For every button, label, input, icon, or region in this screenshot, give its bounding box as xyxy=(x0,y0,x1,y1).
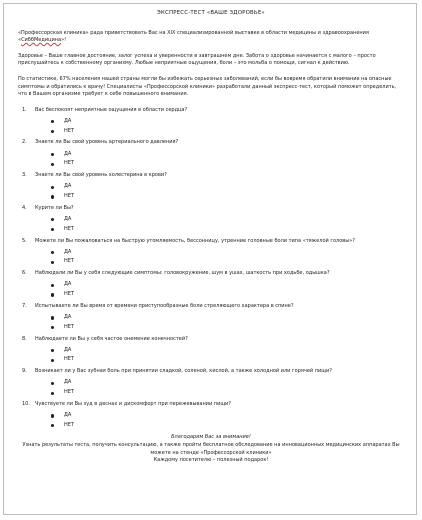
question-item xyxy=(18,172,404,202)
question-text: Знаете ли Вы свой уровень холестерина в крови? xyxy=(35,172,167,179)
questions-list xyxy=(18,107,404,431)
answer-option-yes[interactable] xyxy=(35,313,404,323)
answer-label: НЕТ xyxy=(64,225,74,232)
answer-options xyxy=(35,117,404,137)
answer-label: НЕТ xyxy=(64,258,74,265)
exhibition-name: СиббМедицина xyxy=(21,37,62,44)
question-item xyxy=(18,368,404,398)
answer-option-yes[interactable] xyxy=(35,215,404,225)
question-item xyxy=(18,401,404,431)
bullet-icon xyxy=(51,228,54,231)
answer-options xyxy=(35,150,404,170)
answer-option-no[interactable] xyxy=(35,159,404,169)
bullet-icon xyxy=(51,359,54,362)
answer-label: ДА xyxy=(64,117,72,124)
bullet-icon xyxy=(51,326,54,329)
question-item xyxy=(18,107,404,137)
bullet-icon xyxy=(51,424,54,427)
bullet-icon xyxy=(51,382,54,385)
answer-label: НЕТ xyxy=(64,291,74,298)
bullet-icon xyxy=(51,120,54,123)
answer-option-yes[interactable] xyxy=(35,117,404,127)
question-number: 1. xyxy=(22,106,27,113)
answer-label: НЕТ xyxy=(64,160,74,167)
answer-label: ДА xyxy=(64,313,72,320)
answer-options xyxy=(35,378,404,398)
question-item xyxy=(18,336,404,366)
answer-option-no[interactable] xyxy=(35,421,404,431)
answer-options xyxy=(35,280,404,300)
answer-option-no[interactable] xyxy=(35,323,404,333)
answer-option-yes[interactable] xyxy=(35,346,404,356)
bullet-icon xyxy=(51,316,54,319)
bullet-icon xyxy=(51,349,54,352)
answer-options xyxy=(35,215,404,235)
answer-option-no[interactable] xyxy=(35,192,404,202)
answer-label: НЕТ xyxy=(64,323,74,330)
question-text: Можете ли Вы пожаловаться на быструю утомляемость, бессонницу, утренние головные боли типа «тяжелой головы»? xyxy=(35,237,355,244)
answer-option-yes[interactable] xyxy=(35,248,404,258)
question-text: Знаете ли Вы свой уровень артериального давления? xyxy=(35,139,179,146)
question-item xyxy=(18,139,404,169)
answer-option-yes[interactable] xyxy=(35,150,404,160)
question-text: Чувствуете ли Вы зуд в деснах и дискомфорт при пережевывании пищи? xyxy=(35,400,231,407)
answer-label: НЕТ xyxy=(64,421,74,428)
answer-option-no[interactable] xyxy=(35,225,404,235)
answer-label: НЕТ xyxy=(64,356,74,363)
answer-option-yes[interactable] xyxy=(35,280,404,290)
statistics-paragraph: По статистике, 67% населения нашей страны могли бы избежать серьезных заболеваний, если бы вовремя обратили внимание на опасные симптомы и обратились к врачу! Специалисты «Профессорской клиники» разработали данный экспресс-тест, который поможет определить, что в Вашем организме требует к себе повышенного внимания. xyxy=(18,75,397,98)
answer-options xyxy=(35,313,404,333)
answer-option-yes[interactable] xyxy=(35,411,404,421)
bullet-icon xyxy=(51,284,54,287)
question-text: Испытываете ли Вы время от времени приступообразные боли стреляющего характера в спине? xyxy=(35,302,294,309)
question-number: 2. xyxy=(22,139,27,146)
bullet-icon xyxy=(51,186,54,189)
answer-label: НЕТ xyxy=(64,127,74,134)
answer-option-no[interactable] xyxy=(35,127,404,137)
question-number: 8. xyxy=(22,335,27,342)
health-paragraph: Здоровье – Ваше главное достояние, залог успеха и уверенности в завтрашнем дне. Забота о здоровье начинается с малого – просто прислушайтесь к собственному организму. Любые неприятные ощущения, боли – это мольба о помощи, сигнал к действию. xyxy=(18,52,376,67)
question-number: 9. xyxy=(22,368,27,375)
bullet-icon xyxy=(51,195,54,198)
answer-option-no[interactable] xyxy=(35,355,404,365)
answer-label: ДА xyxy=(64,281,72,288)
question-item xyxy=(18,238,404,268)
question-item xyxy=(18,205,404,235)
answer-label: ДА xyxy=(64,215,72,222)
answer-label: ДА xyxy=(64,248,72,255)
bullet-icon xyxy=(51,153,54,156)
question-number: 10. xyxy=(22,400,30,407)
footer xyxy=(18,434,404,465)
answer-option-no[interactable] xyxy=(35,388,404,398)
question-text: Наблюдаете ли Вы у себя частое онемение конечностей? xyxy=(35,335,188,342)
intro-paragraph xyxy=(18,30,404,45)
question-item xyxy=(18,303,404,333)
answer-option-yes[interactable] xyxy=(35,182,404,192)
document-title: ЭКСПРЕСС-ТЕСТ «ВАШЕ ЗДОРОВЬЕ» xyxy=(157,10,265,16)
intro-text: «Профессорская клиника» рада приветствовать Вас на XIX специализированной выставке в области медицины и здравоохранения « xyxy=(18,29,369,44)
answer-options xyxy=(35,182,404,202)
answer-option-yes[interactable] xyxy=(35,378,404,388)
footer-info: Узнать результаты теста, получить консультацию, а также пройти бесплатное обследование на инновационных медицинских аппаратах Вы можете на стенде «Профессорской клиники» xyxy=(22,442,400,456)
bullet-icon xyxy=(51,130,54,133)
answer-label: ДА xyxy=(64,412,72,419)
answer-options xyxy=(35,248,404,268)
document-body xyxy=(18,10,404,465)
bullet-icon xyxy=(51,251,54,254)
answer-label: ДА xyxy=(64,183,72,190)
bullet-icon xyxy=(51,261,54,264)
gratitude-text: Благодарим Вас за внимание! xyxy=(171,433,251,440)
answer-label: НЕТ xyxy=(64,389,74,396)
answer-option-no[interactable] xyxy=(35,257,404,267)
question-item xyxy=(18,270,404,300)
question-text: Вас беспокоят неприятные ощущения в области сердца? xyxy=(35,106,188,113)
bullet-icon xyxy=(51,293,54,296)
bullet-icon xyxy=(51,392,54,395)
intro-suffix: »! xyxy=(61,37,67,44)
gift-text: Каждому посетителю – полезный подарок! xyxy=(153,457,269,464)
question-number: 3. xyxy=(22,172,27,179)
question-text: Наблюдали ли Вы у себя следующие симптомы: головокружение, шум в ушах, шаткость при ходьбе, одышка? xyxy=(35,270,330,277)
bullet-icon xyxy=(51,218,54,221)
question-text: Возникает ли у Вас зубная боль при принятии сладкой, соленой, кислой, а также холодной или горячей пищи? xyxy=(35,368,332,375)
question-text: Курите ли Вы? xyxy=(35,204,74,211)
answer-option-no[interactable] xyxy=(35,290,404,300)
answer-options xyxy=(35,411,404,431)
answer-label: ДА xyxy=(64,346,72,353)
bullet-icon xyxy=(51,414,54,417)
answer-label: НЕТ xyxy=(64,193,74,200)
answer-label: ДА xyxy=(64,150,72,157)
question-number: 7. xyxy=(22,302,27,309)
bullet-icon xyxy=(51,163,54,166)
question-number: 6. xyxy=(22,270,27,277)
answer-options xyxy=(35,346,404,366)
question-number: 4. xyxy=(22,204,27,211)
answer-label: ДА xyxy=(64,379,72,386)
question-number: 5. xyxy=(22,237,27,244)
